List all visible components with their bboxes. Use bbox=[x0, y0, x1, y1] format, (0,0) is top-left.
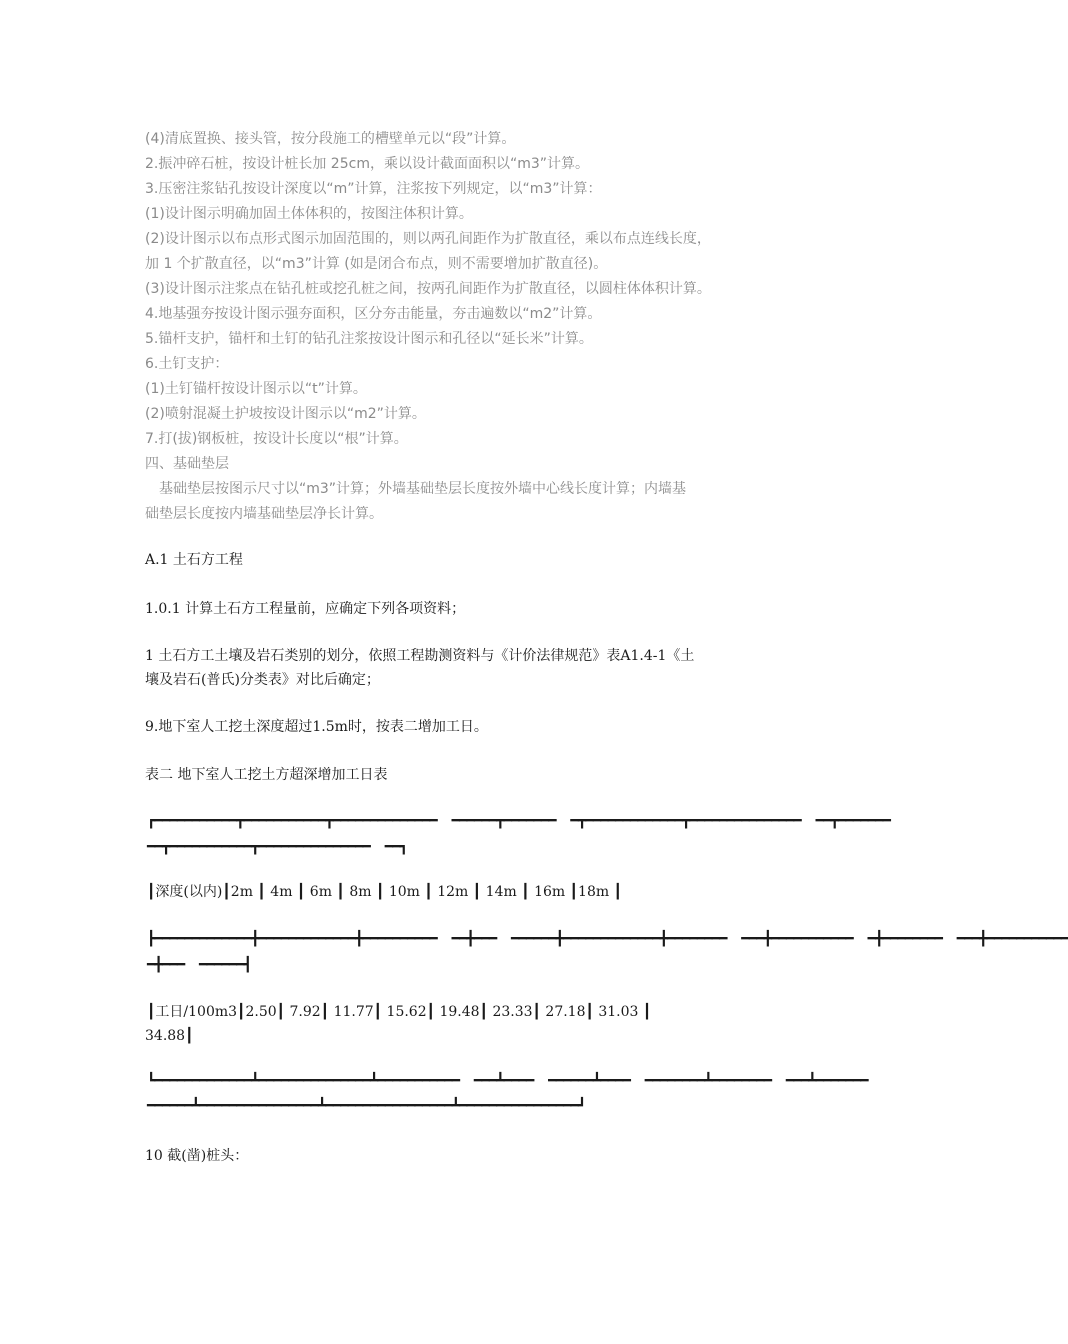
table-bottom-rule: ┗━━━━━━━━━━━━━┻━━━━━━━━━━━━━━━┻━━━━━━━━━━━ ━━━┻━━━━ ━━━━━━┻━━━━ ━━━━━━━━┻━━━━━━━━ ━━━┻━━━━━━━ bbox=[147, 1073, 868, 1089]
section-heading: 四、基础垫层 bbox=[145, 456, 229, 472]
table-top-rule: ┏━━━━━━━━━━━┳━━━━━━━━━━━┳━━━━━━━━━━━━━━ ━━━━━━┳━━━━━━━ ━┳━━━━━━━━━━━━━┳━━━━━━━━━━━━━━━ ━━┳━━━━━━━ bbox=[147, 813, 890, 829]
table-data-row: 34.88┃ bbox=[145, 1028, 194, 1044]
paragraph-line: 基础垫层按图示尺寸以“m3”计算；外墙基础垫层长度按外墙中心线长度计算；内墙基 bbox=[145, 481, 687, 497]
paragraph-line: (3)设计图示注浆点在钻孔桩或挖孔桩之间，按两孔间距作为扩散直径，以圆柱体体积计算。 bbox=[145, 281, 711, 297]
paragraph-line: 6.土钉支护： bbox=[145, 356, 229, 372]
table-mid-rule: ┣━━━━━━━━━━━━━╋━━━━━━━━━━━━━╋━━━━━━━━━━ ━━╋━━━ ━━━━━━╋━━━━━━━━━━━━━╋━━━━━━━━ ━━━╋━━━━━━━━━━━ ━╋━━━━━━━━ ━━━╋━━━━━━━━━━━ bbox=[147, 931, 1068, 947]
paragraph-line: 壤及岩石(普氏)分类表》对比后确定； bbox=[145, 672, 380, 688]
paragraph-line: (1)设计图示明确加固土体体积的，按图注体积计算。 bbox=[145, 206, 473, 222]
table-data-row: ┃工日/100m3┃2.50┃ 7.92┃ 11.77┃ 15.62┃ 19.48┃ 23.33┃ 27.18┃ 31.03 ┃ bbox=[147, 1004, 652, 1020]
table-title: 表二 地下室人工挖土方超深增加工日表 bbox=[145, 767, 388, 783]
paragraph-line: 10 截(凿)桩头： bbox=[145, 1148, 249, 1164]
table-top-rule: ━━┳━━━━━━━━━━━┳━━━━━━━━━━━━━━━ ━━┓ bbox=[147, 839, 408, 855]
table-header-row: ┃深度(以内)┃2m ┃ 4m ┃ 6m ┃ 8m ┃ 10m ┃ 12m ┃ 14m ┃ 16m ┃18m ┃ bbox=[147, 884, 623, 900]
paragraph-line: 加 1 个扩散直径，以“m3”计算 (如是闭合布点，则不需要增加扩散直径)。 bbox=[145, 256, 608, 272]
paragraph-line: 1.0.1 计算土石方工程量前，应确定下列各项资料； bbox=[145, 601, 466, 617]
paragraph-line: 础垫层长度按内墙基础垫层净长计算。 bbox=[145, 506, 383, 522]
paragraph-line: (2)喷射混凝土护坡按设计图示以“m2”计算。 bbox=[145, 406, 426, 422]
section-title: A.1 土石方工程 bbox=[145, 552, 243, 568]
table-mid-rule: ━╋━━━ ━━━━━━┫ bbox=[147, 957, 252, 973]
paragraph-line: 3.压密注浆钻孔按设计深度以“m”计算，注浆按下列规定，以“m3”计算： bbox=[145, 181, 602, 197]
paragraph-line: 5.锚杆支护，锚杆和土钉的钻孔注浆按设计图示和孔径以“延长米”计算。 bbox=[145, 331, 593, 347]
paragraph-line: (2)设计图示以布点形式图示加固范围的，则以两孔间距作为扩散直径，乘以布点连线长度， bbox=[145, 231, 711, 247]
paragraph-line: 7.打(拔)钢板桩，按设计长度以“根”计算。 bbox=[145, 431, 408, 447]
paragraph-line: (1)土钉锚杆按设计图示以“t”计算。 bbox=[145, 381, 367, 397]
paragraph-line: 9.地下室人工挖土深度超过1.5m时，按表二增加工日。 bbox=[145, 719, 488, 735]
paragraph-line: 2.振冲碎石桩，按设计桩长加 25cm，乘以设计截面面积以“m3”计算。 bbox=[145, 156, 590, 172]
paragraph-line: (4)清底置换、接头管，按分段施工的槽壁单元以“段”计算。 bbox=[145, 131, 516, 147]
paragraph-line: 4.地基强夯按设计图示强夯面积，区分夯击能量，夯击遍数以“m2”计算。 bbox=[145, 306, 602, 322]
table-bottom-rule: ━━━━━━┻━━━━━━━━━━━━━━━━┻━━━━━━━━━━━━━━━━━┻━━━━━━━━━━━━━━━━┛ bbox=[147, 1098, 586, 1114]
paragraph-line: 1 土石方工土壤及岩石类别的划分，依照工程勘测资料与《计价法律规范》表A1.4-1《土 bbox=[145, 648, 695, 664]
